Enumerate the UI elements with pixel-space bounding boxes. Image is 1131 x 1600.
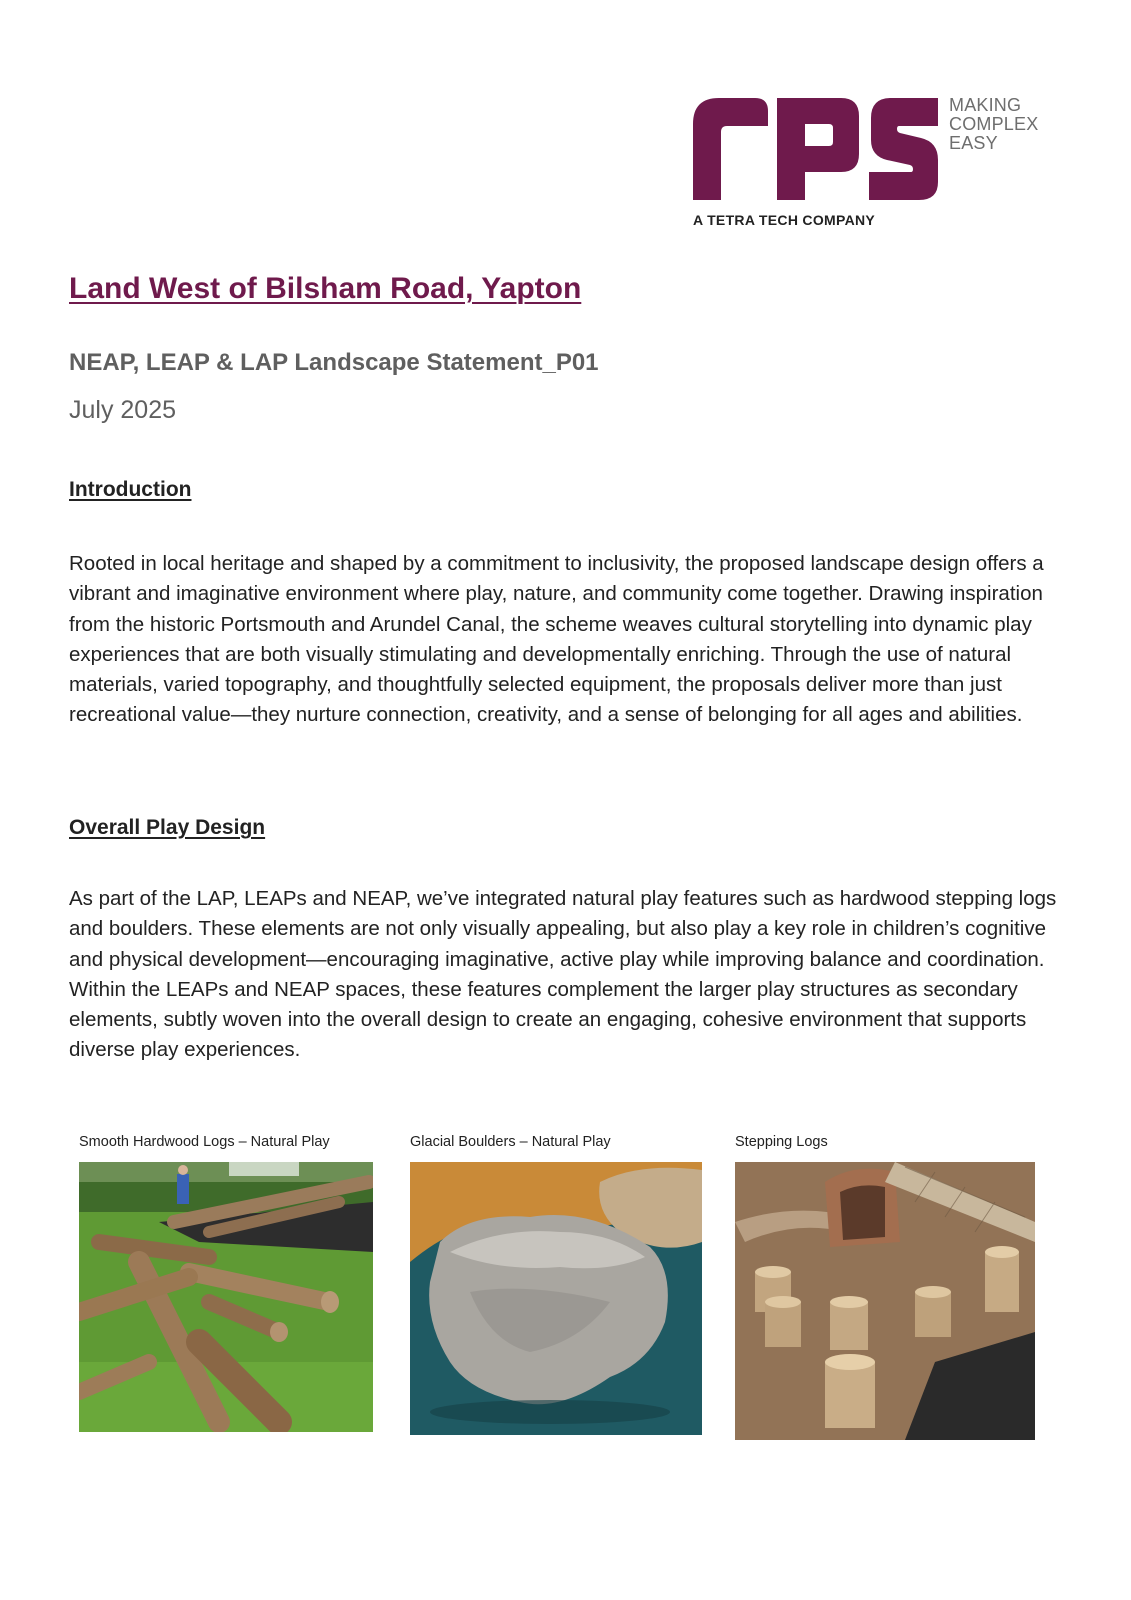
logo-tagline (949, 96, 1059, 153)
document-date: July 2025 (69, 396, 177, 424)
section-body-introduction: Rooted in local heritage and shaped by a commitment to inclusivity, the proposed landscape design offers a vibrant and imaginative environment where play, nature, and community come together. Drawing inspiration from the historic Portsmouth and Arundel Canal, the scheme weaves cultural storytelling into dynamic play experiences that are both visually stimulating and developmentally enriching. Through the use of natural materials, varied topography, and thoughtfully selected equipment, the proposals deliver more than just recreational value—they nurture connection, creativity, and a sense of belonging for all ages and abilities. (69, 552, 1044, 727)
figure-caption: Stepping Logs (735, 1134, 828, 1150)
document-subtitle: NEAP, LEAP & LAP Landscape Statement_P01 (69, 349, 599, 376)
figure-caption: Smooth Hardwood Logs – Natural Play (79, 1134, 330, 1150)
section-body-overall-play-design: As part of the LAP, LEAPs and NEAP, we’ve integrated natural play features such as hardwood stepping logs and boulders. These elements are not only visually appealing, but also play a key role in children’s cognitive and physical development—encouraging imaginative, active play while improving balance and coordination. Within the LEAPs and NEAP spaces, these features complement the larger play structures as secondary elements, subtly woven into the overall design to create an engaging, cohesive environment that supports diverse play experiences. (69, 887, 1057, 1062)
glacial-boulder-photo (410, 1162, 702, 1435)
tagline-line: COMPLEX (949, 114, 1039, 134)
company-line: A TETRA TECH COMPANY (693, 212, 876, 228)
stepping-logs-photo (735, 1162, 1035, 1440)
document-title: Land West of Bilsham Road, Yapton (69, 272, 582, 305)
hardwood-logs-photo (79, 1162, 373, 1432)
rps-logo-mark (693, 96, 938, 202)
figure-caption: Glacial Boulders – Natural Play (410, 1134, 611, 1150)
rps-logo (693, 96, 1053, 236)
tagline-line: MAKING (949, 95, 1022, 115)
section-heading-introduction: Introduction (69, 478, 192, 501)
tagline-line: EASY (949, 133, 998, 153)
section-heading-overall-play-design: Overall Play Design (69, 816, 266, 839)
